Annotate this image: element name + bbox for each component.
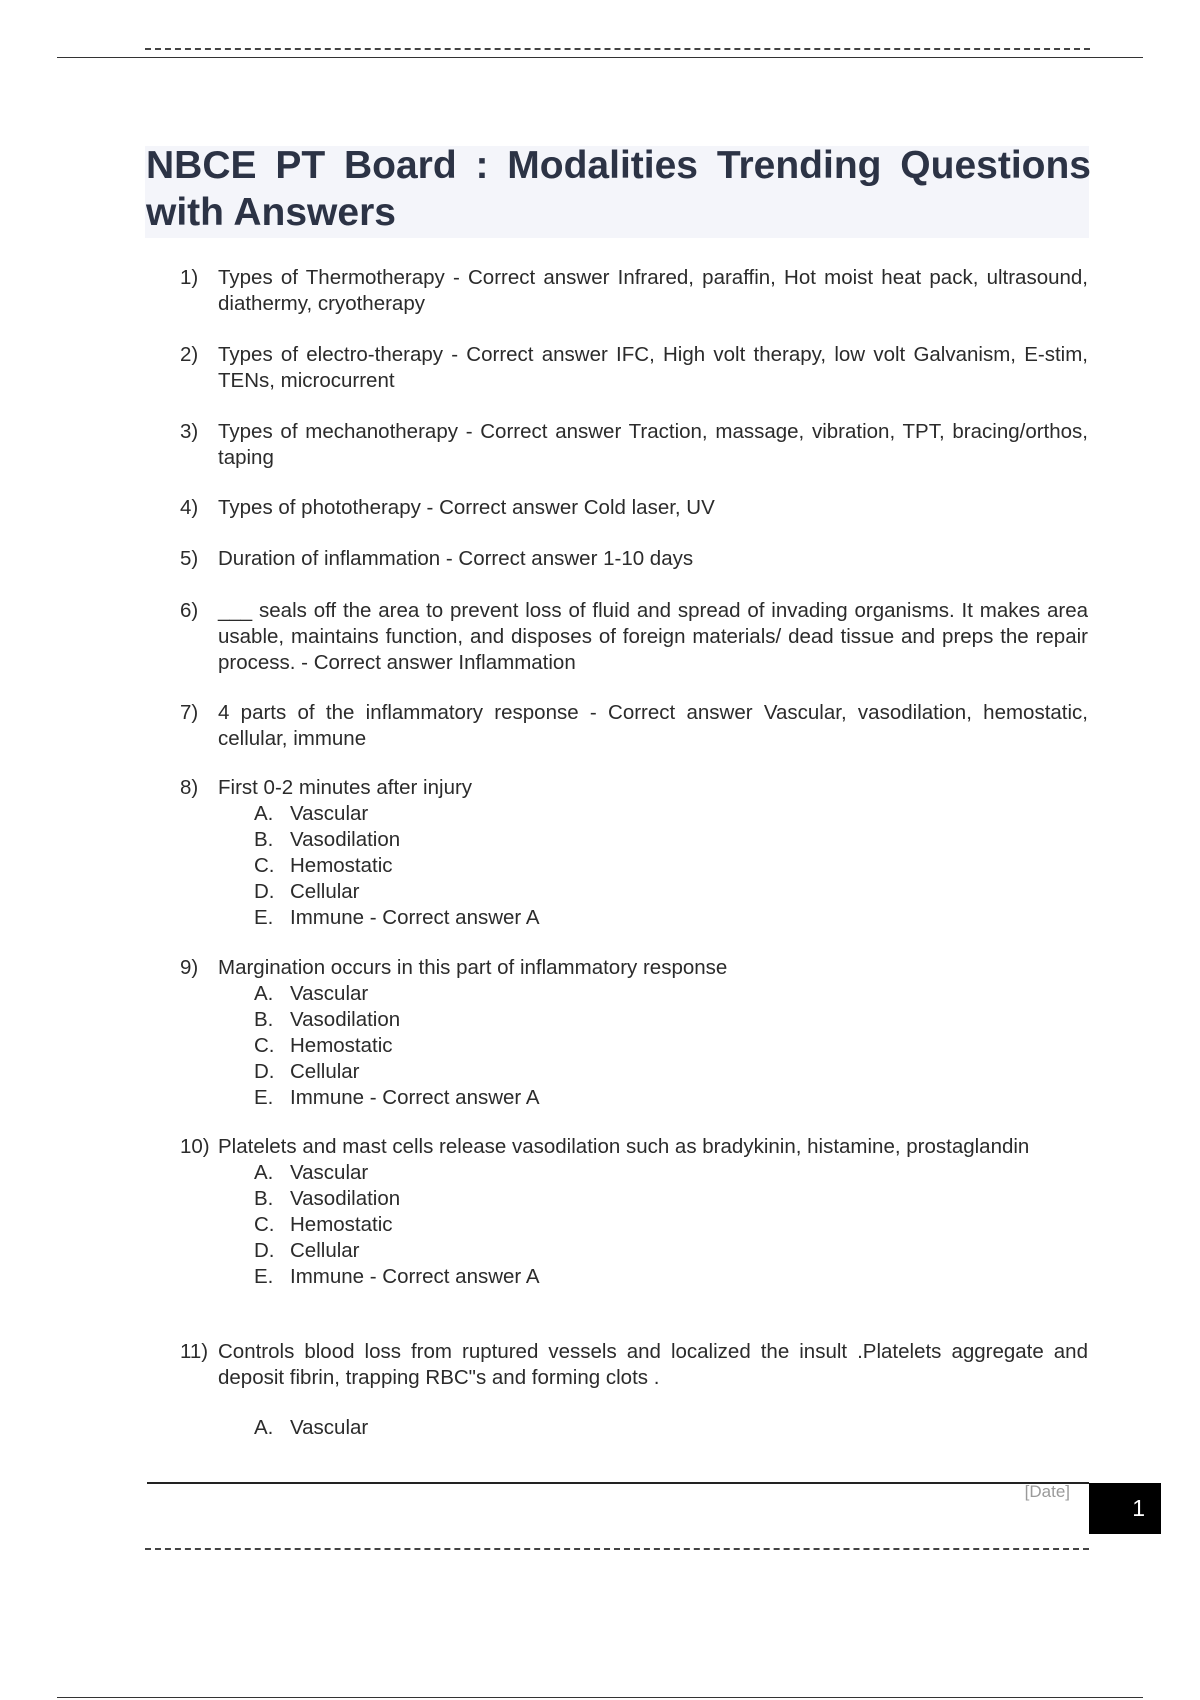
question-10 xyxy=(180,1134,1088,1290)
answer-options xyxy=(254,1160,1088,1290)
question-number: 6) xyxy=(180,599,199,622)
question-number: 4) xyxy=(180,496,199,519)
option-b: B. Vasodilation xyxy=(254,1187,401,1210)
question-number: 2) xyxy=(180,343,199,366)
question-number: 11) xyxy=(180,1340,209,1363)
question-text: ___ seals off the area to prevent loss of fluid and spread of invading organisms. It makes area usable, maintains function, and disposes of foreign materials/ dead tissue and preps the repair process. - Correct answer Inflammation xyxy=(218,599,1088,674)
header-rule xyxy=(57,57,1143,58)
question-number: 7) xyxy=(180,701,199,724)
option-d: D. Cellular xyxy=(254,1239,360,1262)
option-c: C. Hemostatic xyxy=(254,1213,393,1236)
question-3 xyxy=(180,419,1088,471)
question-text: Controls blood loss from ruptured vessels and localized the insult .Platelets aggregate and deposit fibrin, trapping RBC"s and forming clots . xyxy=(218,1340,1088,1389)
question-9 xyxy=(180,955,1088,1111)
footer-dashed-rule xyxy=(145,1548,1089,1550)
question-1 xyxy=(180,265,1088,317)
answer-options xyxy=(254,801,1088,931)
question-number: 5) xyxy=(180,547,199,570)
question-6 xyxy=(180,598,1088,676)
option-c: C. Hemostatic xyxy=(254,854,393,877)
question-text: Types of Thermotherapy - Correct answer Infrared, paraffin, Hot moist heat pack, ultrasound, diathermy, cryotherapy xyxy=(218,266,1088,315)
question-number: 3) xyxy=(180,420,199,443)
option-a: A. Vascular xyxy=(254,982,369,1005)
question-text: Types of electro-therapy - Correct answer IFC, High volt therapy, low volt Galvanism, E-stim, TENs, microcurrent xyxy=(218,343,1088,392)
option-a: A. Vascular xyxy=(254,1161,369,1184)
question-number: 8) xyxy=(180,776,199,799)
bottom-page-rule xyxy=(57,1697,1143,1698)
page-title: NBCE PT Board : Modalities Trending Questions with Answers xyxy=(146,144,1091,234)
question-text: Types of phototherapy - Correct answer Cold laser, UV xyxy=(218,496,715,519)
question-5 xyxy=(180,546,1088,572)
header-dashed-rule xyxy=(145,48,1090,50)
question-text: Platelets and mast cells release vasodilation such as bradykinin, histamine, prostaglandin xyxy=(218,1135,1030,1158)
question-11 xyxy=(180,1339,1088,1441)
question-text: Margination occurs in this part of inflammatory response xyxy=(218,956,728,979)
answer-options xyxy=(254,981,1088,1111)
option-d: D. Cellular xyxy=(254,880,360,903)
option-d: D. Cellular xyxy=(254,1060,360,1083)
question-number: 9) xyxy=(180,956,199,979)
option-c: C. Hemostatic xyxy=(254,1034,393,1057)
option-e: E. Immune - Correct answer A xyxy=(254,906,540,929)
option-e: E. Immune - Correct answer A xyxy=(254,1086,540,1109)
option-a: A. Vascular xyxy=(254,1416,369,1439)
question-text: Duration of inflammation - Correct answer 1-10 days xyxy=(218,547,694,570)
footer-date: [Date] xyxy=(1024,1482,1070,1501)
question-7 xyxy=(180,700,1088,752)
question-text: Types of mechanotherapy - Correct answer Traction, massage, vibration, TPT, bracing/orthos, taping xyxy=(218,420,1088,469)
option-b: B. Vasodilation xyxy=(254,828,401,851)
question-text: 4 parts of the inflammatory response - Correct answer Vascular, vasodilation, hemostatic, cellular, immune xyxy=(218,701,1088,750)
option-a: A. Vascular xyxy=(254,802,369,825)
question-4 xyxy=(180,495,1088,521)
option-b: B. Vasodilation xyxy=(254,1008,401,1031)
footer-rule xyxy=(147,1482,1089,1484)
question-number: 1) xyxy=(180,266,199,289)
question-number: 10) xyxy=(180,1135,210,1158)
question-text: First 0-2 minutes after injury xyxy=(218,776,473,799)
page-number: 1 xyxy=(1132,1495,1145,1521)
answer-options xyxy=(254,1415,1088,1441)
question-8 xyxy=(180,775,1088,931)
option-e: E. Immune - Correct answer A xyxy=(254,1265,540,1288)
page-number-box xyxy=(1089,1483,1161,1534)
question-2 xyxy=(180,342,1088,394)
